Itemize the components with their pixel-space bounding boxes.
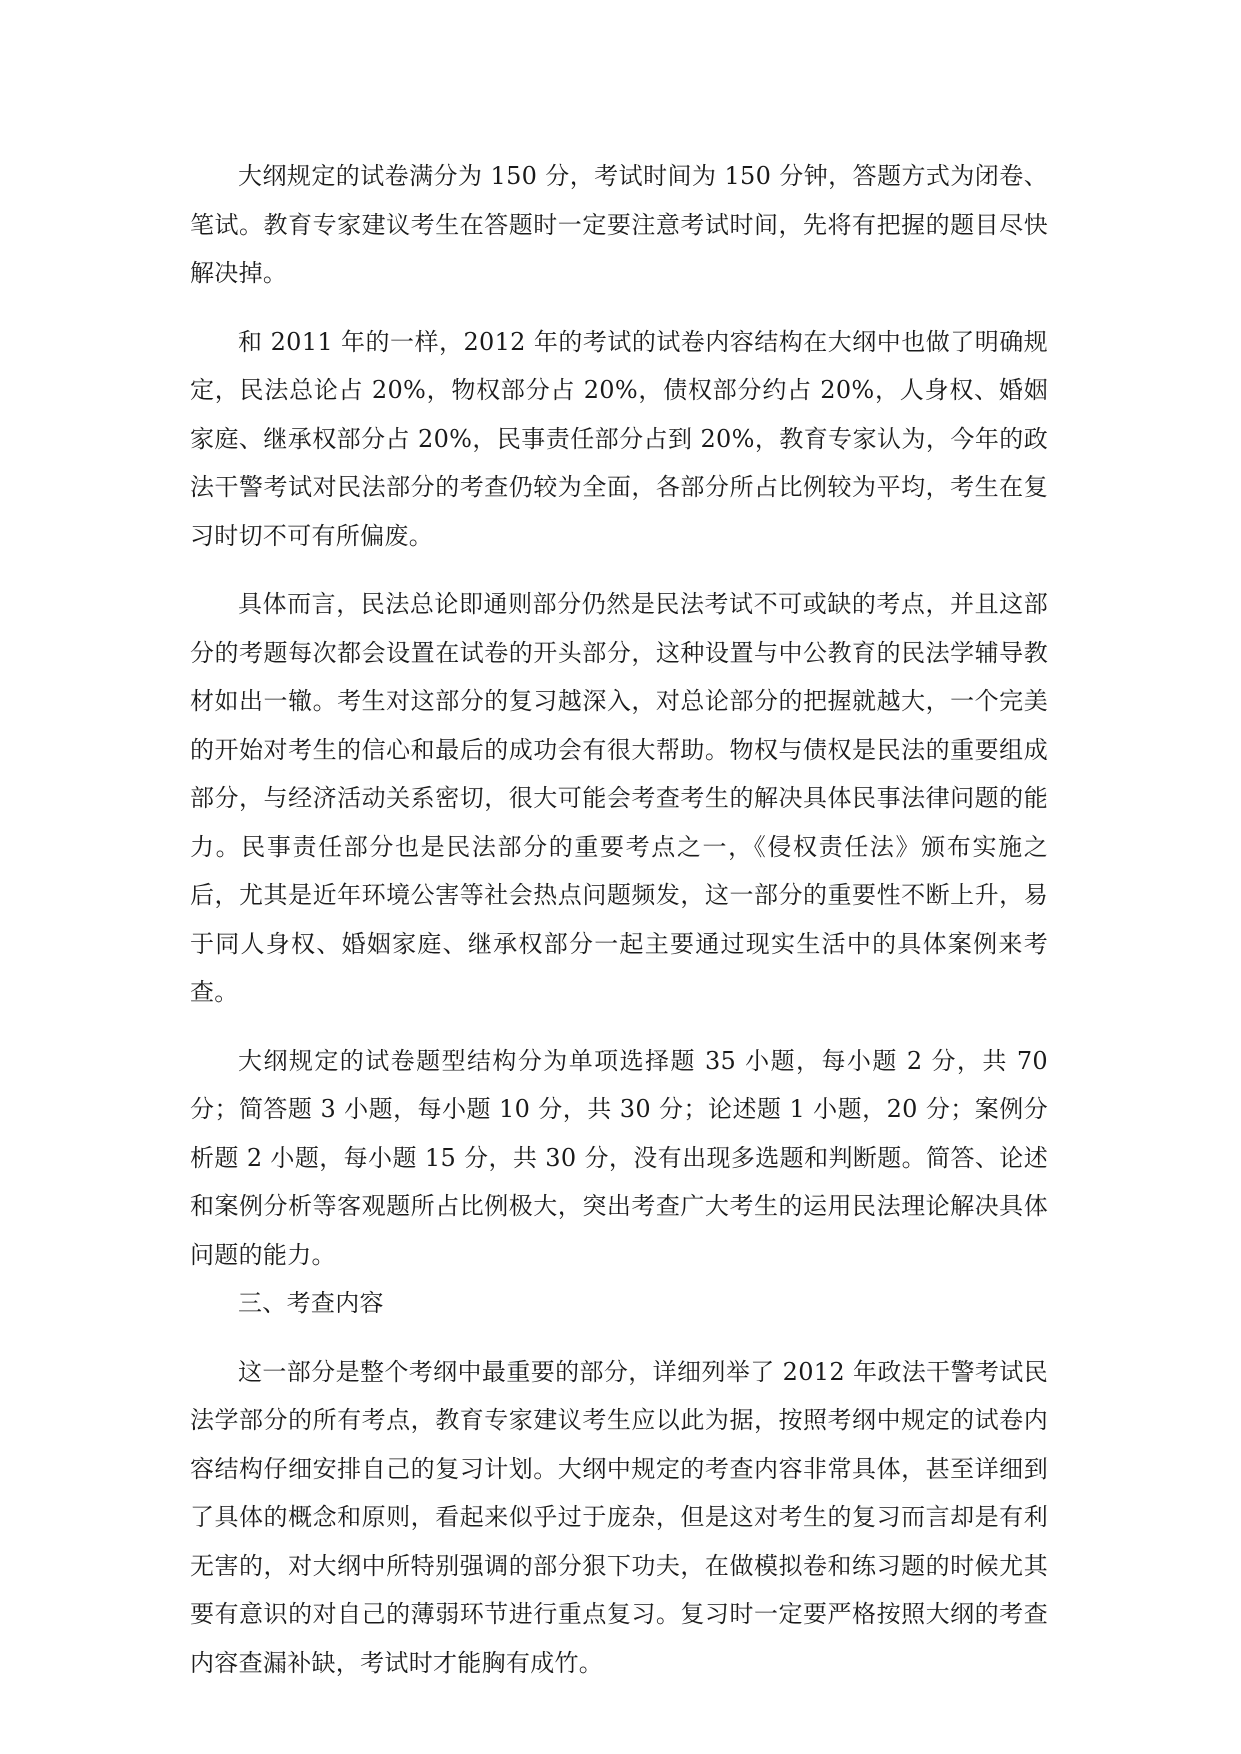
paragraph-topic-details: 具体而言，民法总论即通则部分仍然是民法考试不可或缺的考点，并且这部分的考题每次都会设置在试卷的开头部分，这种设置与中公教育的民法学辅导教材如出一辙。考生对这部分的复习越深入，对总论部分的把握就越大，一个完美的开始对考生的信心和最后的成功会有很大帮助。物权与债权是民法的重要组成部分，与经济活动关系密切，很大可能会考查考生的解决具体民事法律问题的能力。民事责任部分也是民法部分的重要考点之一，《侵权责任法》颁布实施之后，尤其是近年环境公害等社会热点问题频发，这一部分的重要性不断上升，易于同人身权、婚姻家庭、继承权部分一起主要通过现实生活中的具体案例来考查。	[190, 590, 1048, 1006]
paragraph-content-structure: 和 2011 年的一样，2012 年的考试的试卷内容结构在大纲中也做了明确规定，民法总论占 20%，物权部分占 20%，债权部分约占 20%，人身权、婚姻家庭、继承权部分占 20%，民事责任部分占到 20%，教育专家认为，今年的政法干警考试对民法部分的考查仍较为全面，各部分所占比例较为平均，考生在复习时切不可有所偏废。	[190, 327, 1048, 550]
paragraph-exam-content: 这一部分是整个考纲中最重要的部分，详细列举了 2012 年政法干警考试民法学部分的所有考点，教育专家建议考生应以此为据，按照考纲中规定的试卷内容结构仔细安排自己的复习计划。大纲中规定的考查内容非常具体，甚至详细到了具体的概念和原则，看起来似乎过于庞杂，但是这对考生的复习而言却是有利无害的，对大纲中所特别强调的部分狠下功夫，在做模拟卷和练习题的时候尤其要有意识的对自己的薄弱环节进行重点复习。复习时一定要严格按照大纲的考查内容查漏补缺，考试时才能胸有成竹。	[190, 1357, 1048, 1677]
section-heading: 三、考查内容	[238, 1289, 384, 1317]
document-body	[190, 152, 1048, 1687]
paragraph-exam-format: 大纲规定的试卷满分为 150 分，考试时间为 150 分钟，答题方式为闭卷、笔试。教育专家建议考生在答题时一定要注意考试时间，先将有把握的题目尽快解决掉。	[190, 162, 1048, 287]
paragraph-question-types: 大纲规定的试卷题型结构分为单项选择题 35 小题，每小题 2 分，共 70 分；简答题 3 小题，每小题 10 分，共 30 分；论述题 1 小题，20 分；案例分析题 2 小题，每小题 15 分，共 30 分，没有出现多选题和判断题。简答、论述和案例分析等客观题所占比例极大，突出考查广大考生的运用民法理论解决具体问题的能力。	[190, 1046, 1048, 1269]
